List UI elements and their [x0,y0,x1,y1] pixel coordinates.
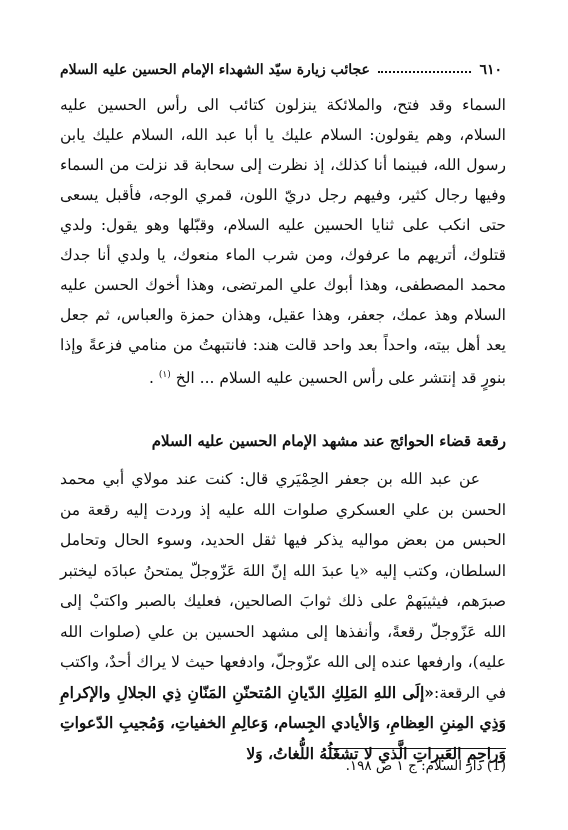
section-paragraph [60,464,506,769]
main-paragraph-block [60,90,506,393]
prayer-text: «إلَى اللهِ المَلِكِ الدّيانِ المُتحنّنِ المَنّانِ ذِي الجلالِ والإكرامِ وَذِي المِننِ العِظامِ، وَالأيادي الجِسام، وَعالِمِ الخفياتِ، وَمُجيبِ الدّعواتِ وَراحِمِ العَبراتِ الَّذي لا تشغَلُهُ اللُّغاتُ، وَلا [60,682,506,763]
page-header [60,56,502,78]
section-body [60,464,506,769]
section-paragraph-text: عن عبد الله بن جعفر الحِمْيَري قال: كنت عند مولاي أبي محمد الحسن بن علي العسكري صلوات الله عليه إذ وردت إليه رقعة من الحبس من بعض مواليه يذكر فيها ثقل الحديد، وسوء الحال وتحامل السلطان، وكتب إليه «يا عبدَ الله إنّ اللهَ عَزّوجلّ يمتحنُ عبادَه ليختبر صبرَهم، فيثيبَهمْ على ذلك ثوابَ الصالحين، فعليك بالصبر واكتبْ إلى الله عَزّوجلّ رقعةً، وأنفذها إلى مشهد الحسين بن علي (صلوات الله عليه)، وارفعها عنده إلى الله عزّوجلّ، وادفعها حيث لا يراك أحدٌ، واكتب في الرقعة: [60,470,506,702]
footnote-reference[interactable]: (١) [158,370,171,380]
section-heading: رقعة قضاء الحوائج عند مشهد الإمام الحسين عليه السلام [151,432,506,450]
header-dot-leader [378,71,472,73]
footnote-separator [328,748,506,749]
footnote: (1) دار السلام: ج ١ ص ١٩٨. [345,758,506,774]
main-paragraph-text: السماء وقد فتح، والملائكة ينزلون كتائب الى رأس الحسين عليه السلام، وهم يقولون: السلام عليك يا أبا عبد الله، السلام عليك يابن رسول الله، فبينما أنا كذلك، إذ نظرت إلى سحابة قد نزلت من السماء وفيها رجال كثير، وفيهم رجل دريّ اللون، قمري الوجه، فأقبل يسعى حتى انكب على ثنايا الحسين عليه السلام، وقبّلها وهو يقول: ولدي قتلوك، أتريهم ما عرفوك، ومن شرب الماء منعوك، يا ولدي أنا جدك محمد المصطفى، وهذا أبوك علي المرتضى، وهذا أخوك الحسن عليه السلام وهذ عمك، جعفر، وهذا عقيل، وهذان حمزة والعباس، ثم جعل يعد أهل بيته، واحداً بعد واحد قالت هند: فانتبهتُ من منامي فزعةً وإذا بنورٍ قد إنتشر على رأس الحسين عليه السلام ... الخ [60,96,506,388]
running-title: عجائب زيارة سيّد الشهداء الإمام الحسين عليه السلام [60,62,370,78]
main-paragraph: السماء وقد فتح، والملائكة ينزلون كتائب الى رأس الحسين عليه السلام، وهم يقولون: السلام عليك يا أبا عبد الله، السلام عليك يابن رسول الله، فبينما أنا كذلك، إذ نظرت إلى سحابة قد نزلت من السماء وفيها رجال كثير، وفيهم رجل دريّ اللون، قمري الوجه، فأقبل يسعى حتى انكب على ثنايا الحسين عليه السلام، وقبّلها وهو يقول: ولدي قتلوك، أتريهم ما عرفوك، ومن شرب الماء منعوك، يا ولدي أنا جدك محمد المصطفى، وهذا أبوك علي المرتضى، وهذا أخوك الحسن عليه السلام وهذ عمك، جعفر، وهذا عقيل، وهذان حمزة والعباس، ثم جعل يعد أهل بيته، واحداً بعد واحد قالت هند: فانتبهتُ من منامي فزعةً وإذا بنورٍ قد إنتشر على رأس الحسين عليه السلام ... الخ $^{(١)}$ . [60,96,506,388]
page-number: ٦١٠ [479,62,502,78]
